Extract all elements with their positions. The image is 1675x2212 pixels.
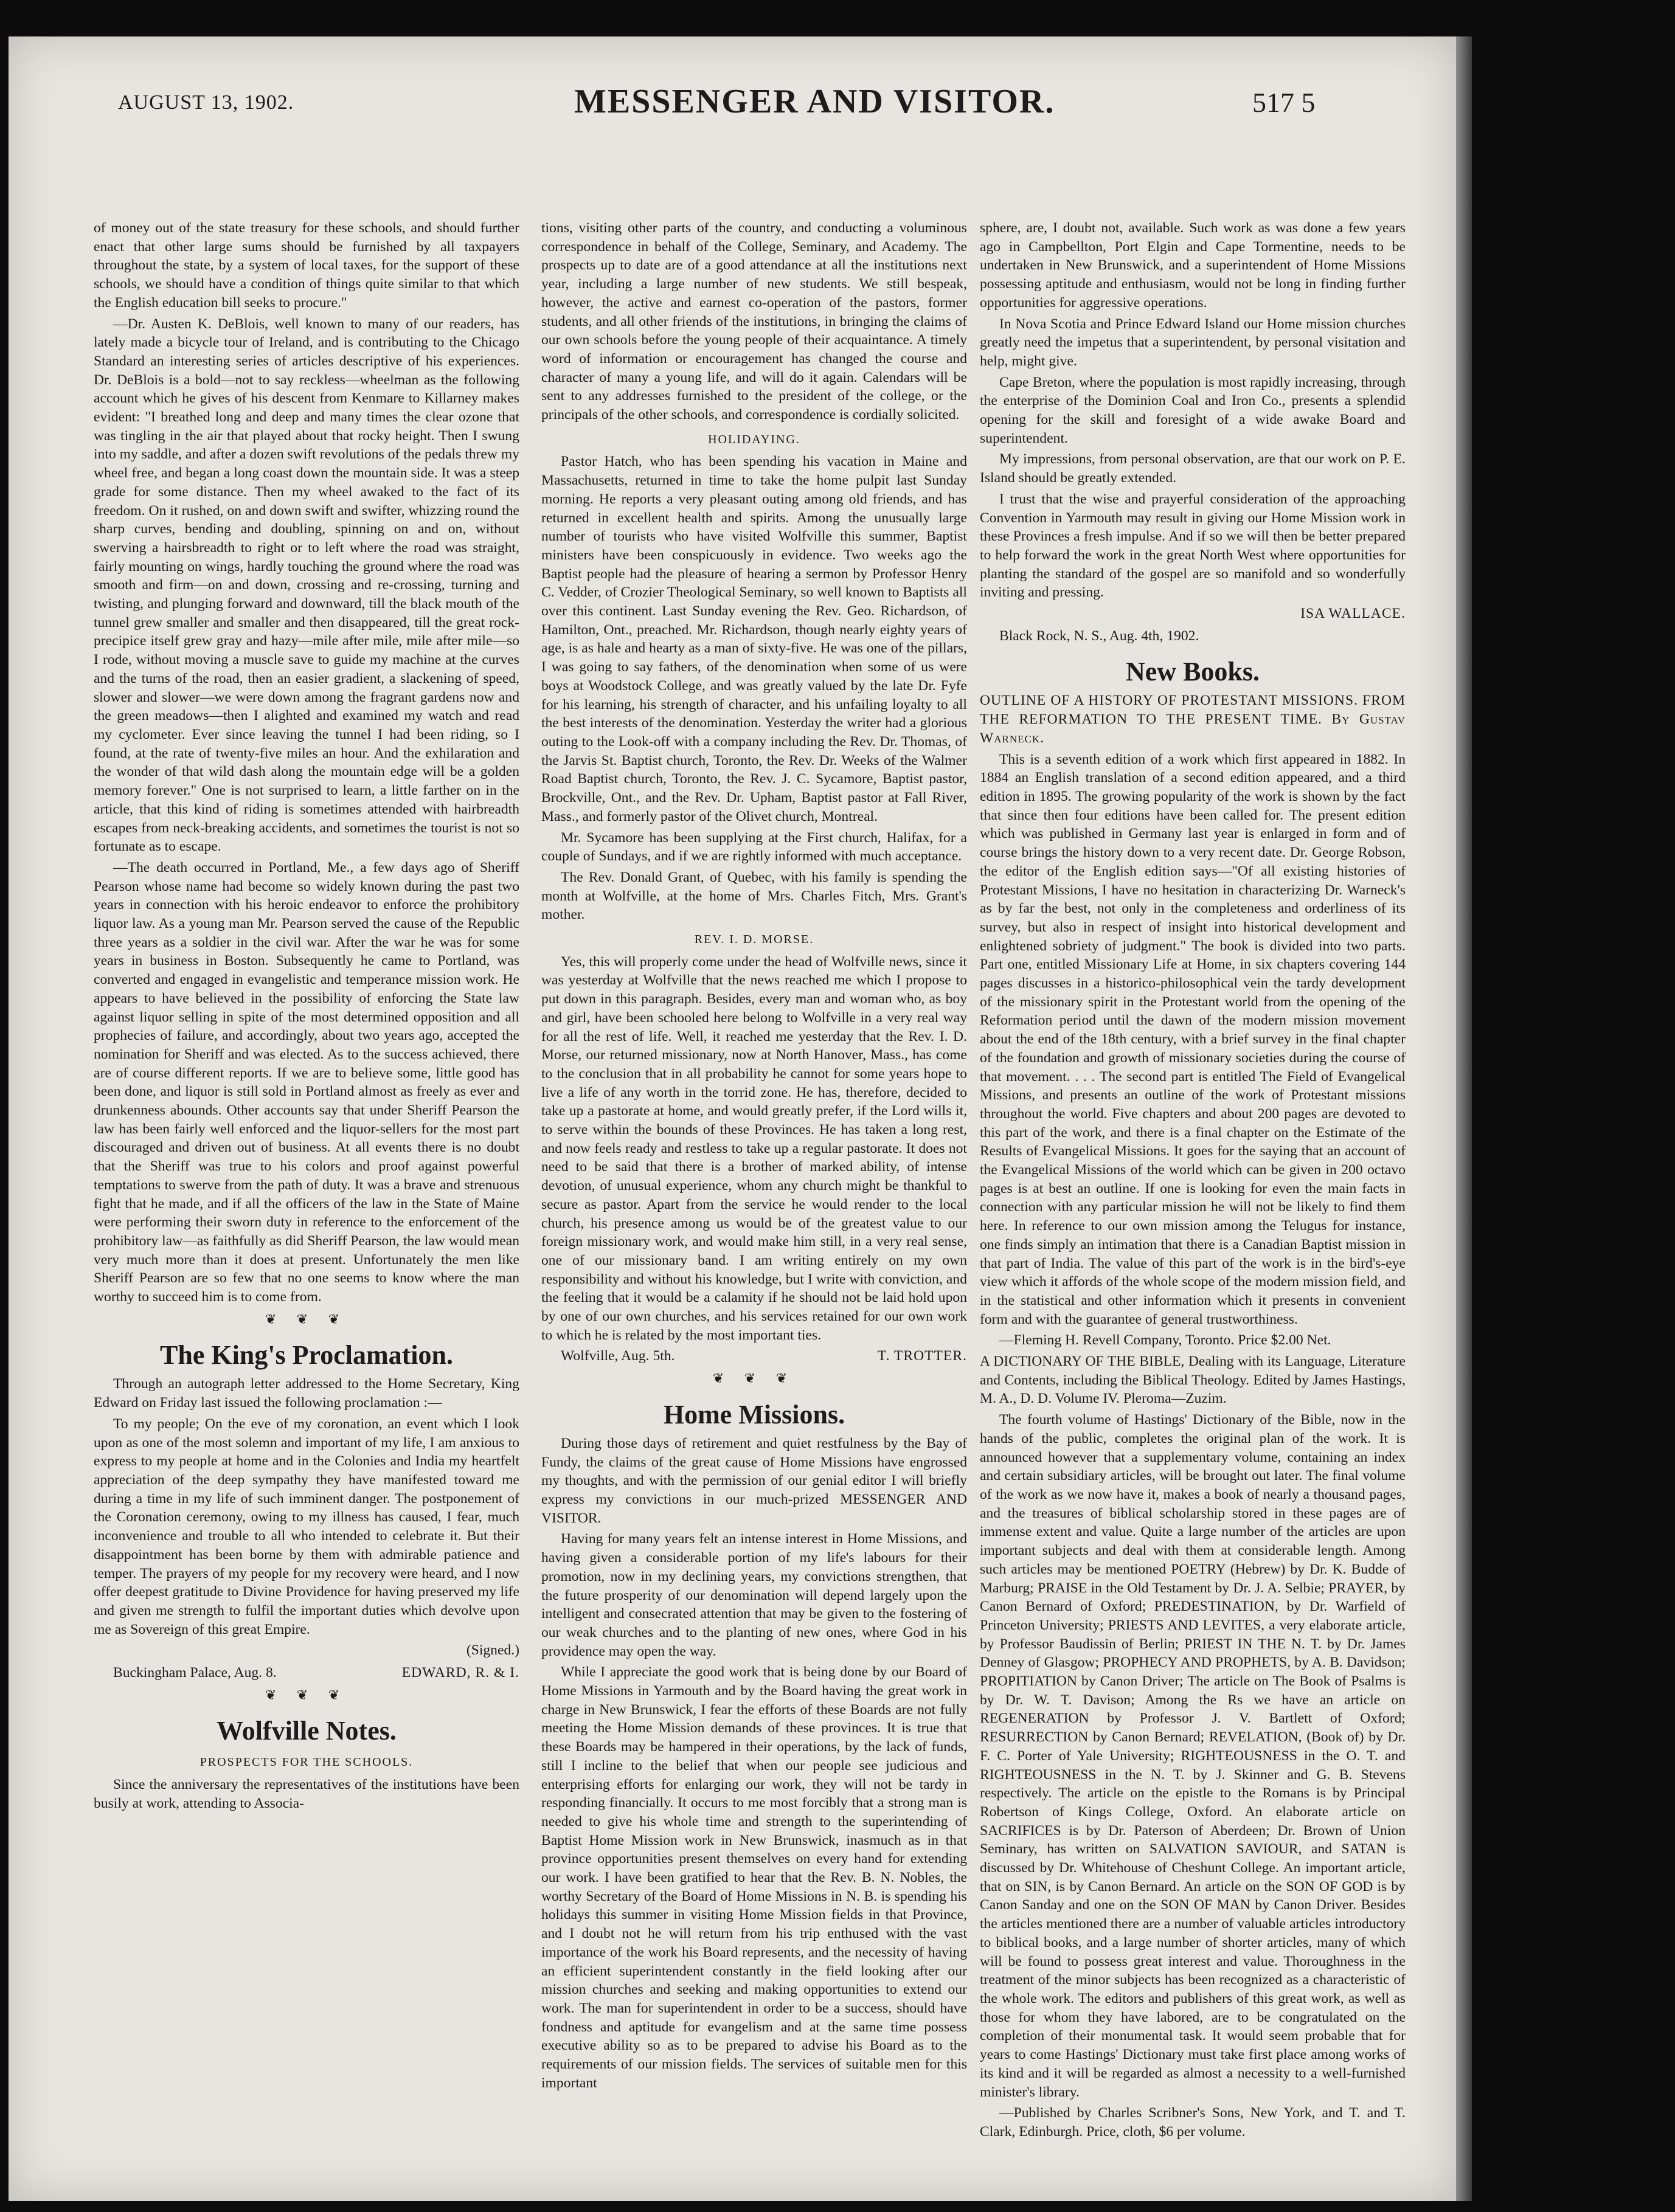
dateline: Black Rock, N. S., Aug. 4th, 1902.: [999, 627, 1199, 644]
signed-note: (Signed.): [466, 1642, 519, 1659]
paragraph: While I appreciate the good work that is being done by our Board of Home Missions in Yarmouth and by the Board having the great work in charge in New Brunswick, I fear the efforts of these Boards are not fully meeting the Home Mission demands of these provinces. It is true that these Boards may be hampered in their operations, by the lack of funds, still I incline to the belief that when our people see judicious and enterprising efforts for enlarging our work, they will not be tardy in responding financially. It occurs to me most forcibly that a strong man is needed to give his whole time and strength to the superintending of Baptist Home Mission work in New Brunswick, inasmuch as in that province opportunities present themselves on every hand for extending our work. I have been gratified to hear that the Rev. B. N. Nobles, the worthy Secretary of the Board of Home Missions in N. B. is spending his holidays this summer in visiting Home Mission fields in that Province, and I doubt not he will return from his trip enthused with the vast importance of the work his Board represents, and the necessity of having an efficient superintendent constantly in the field looking after our mission churches and seeking and making opportunities to extend our work. The man for superintendent in order to be a success, should have fondness and aptitude for evangelism and at the same time possess executive ability so as to be prepared to advise his Board as to the requirements of our mission fields. The services of suitable men for this important: [541, 1664, 967, 2091]
column-3: [980, 219, 1406, 2144]
paragraph: Having for many years felt an intense interest in Home Missions, and having given a considerable portion of my life's labours for their promotion, now in my declining years, my convictions strengthen, that the future prosperity of our denomination will depend largely upon the intelligent and consecrated attention that may be given to the fostering of our weak churches and to the planting of new ones, where God in his providence may open the way.: [541, 1531, 967, 1659]
paragraph: sphere, are, I doubt not, available. Such work as was done a few years ago in Campbellton, Port Elgin and Cape Tormentine, needs to be undertaken in New Brunswick, and a superintendent of Home Missions possessing aptitude and enthusiasm, would not be long in finding further opportunities for aggressive operations.: [980, 220, 1406, 311]
page-number: 517 5: [1252, 87, 1316, 118]
dateline: [541, 1347, 967, 1366]
paragraph: I trust that the wise and prayerful consideration of the approaching Convention in Yarmouth may result in giving our Home Mission work in these Provinces a fresh impulse. And if so we will then be better prepared to help forward the work in the great North West where opportunities for planting the standard of the gospel are so manifold and so wonderfully inviting and pressing.: [980, 491, 1406, 601]
ornament: ❦ ❦ ❦: [265, 1311, 349, 1327]
paragraph: —Dr. Austen K. DeBlois, well known to many of our readers, has lately made a bicycle tour of Ireland, and is contributing to the Chicago Standard an interesting series of articles descriptive of his experiences. Dr. DeBlois is a bold—not to say reckless—wheelman as the following account which he gives of his descent from Kenmare to Killarney makes evident: "I breathed long and deep and many times the clear ozone that was tingling in the air that played about that rocky height. Then I swung into my saddle, and after a dozen swift revolutions of the pedals threw my wheel free, and began a long coast down the mountain side. It was a steep grade for some distance. Then my wheel awaked to the fact of its freedom. On it rushed, on and down swift and swifter, whizzing round the sharp curves, bending and doubling, spinning on and on, without swerving a hairsbreadth to right or to left where the road was straight, fairly mounting on wings, hardly touching the ground where the road was smooth and firm—on and down, crossing and re-crossing, turning and twisting, and plunging forward and downward, till the black mouth of the tunnel grew smaller and smaller and then disappeared, till the great rock-precipice itself grew gray and hazy—mile after mile, mile after mile—so I rode, without moving a muscle save to guide my machine at the curves and the turns of the road, then an easier gradient, a slackening of speed, slower and slower—we were down among the fragrant gardens now and the green meadows—then I alighted and examined my watch and read my cyclometer. Ever since leaving the tunnel I had been riding, so I found, at the rate of twenty-five miles an hour. And the exhilaration and the wonder of that wild dash along the mountain edge will be a golden memory forever." One is not surprised to learn, a little farther on in the article, that this kind of riding is sometimes attended with hairbreadth escapes from neck-breaking accidents, and sometimes the tourist is not so fortunate as to escape.: [94, 316, 519, 855]
headline-home-missions: Home Missions.: [663, 1399, 845, 1429]
subhead-holidaying: HOLIDAYING.: [708, 432, 800, 446]
signature-trotter: T. TROTTER.: [877, 1348, 967, 1364]
book-title-hastings: A DICTIONARY OF THE BIBLE, Dealing with its Language, Literature and Contents, including the Biblical Theology. Edited by James Hastings, M. A., D. D. Volume IV. Pleroma—Zuzim.: [980, 1353, 1406, 1407]
book-title-warneck: OUTLINE OF A HISTORY OF PROTESTANT MISSIONS. FROM THE REFORMATION TO THE PRESENT TIME. By Gustav Warneck.: [980, 693, 1406, 746]
paragraph: of money out of the state treasury for these schools, and should further enact that other large sums should be furnished by all taxpayers throughout the state, by a system of local taxes, for the support of these schools, we should have a condition of things quite similar to that which the English education bill seeks to procure.": [94, 220, 519, 311]
paragraph: The Rev. Donald Grant, of Quebec, with his family is spending the month at Wolfville, at the home of Mrs. Charles Fitch, Mrs. Grant's mother.: [541, 869, 967, 923]
paragraph: Pastor Hatch, who has been spending his vacation in Maine and Massachusetts, returned in time to take the home pulpit last Sunday morning. He reports a very pleasant outing among old friends, and has returned in excellent health and spirits. Among the unusually large number of tourists who have visited Wolfville this summer, Baptist ministers have been conspicuously in evidence. Two weeks ago the Baptist people had the pleasure of hearing a sermon by Professor Henry C. Vedder, of Crozier Theological Seminary, so well known to Baptists all over this continent. Last Sunday evening the Rev. Geo. Richardson, of Hamilton, Ont., preached. Mr. Richardson, though nearly eighty years of age, is as hale and hearty as a man of sixty-five. He was one of the pillars, I was going to say fathers, of the denomination when some of us were boys at Woodstock College, and was greatly valued by the late Dr. Fyfe for his learning, his strength of character, and his unfailing loyalty to all the best interests of the denomination. Yesterday the writer had a glorious outing to the Look-off with a company including the Rev. Dr. Thomas, of the Jarvis St. Baptist church, Toronto, the Rev. Dr. Weeks of the Walmer Road Baptist church, Toronto, the Rev. J. C. Sycamore, Baptist pastor, Brockville, Ont., and the Rev. Dr. Upham, Baptist pastor at Fall River, Mass., and formerly pastor of the Olivet church, Montreal.: [541, 454, 967, 824]
newspaper-page: [9, 36, 1456, 2201]
publisher-line: —Fleming H. Revell Company, Toronto. Price $2.00 Net.: [999, 1332, 1331, 1349]
paragraph: To my people; On the eve of my coronation, an event which I look upon as one of the most solemn and important of my life, I am anxious to express to my people at home and in the Colonies and India my heartfelt appreciation of the deep sympathy they have manifested toward me during a time in my life of such imminent danger. The postponement of the Coronation ceremony, owing to my illness has caused, I fear, much inconvenience and trouble to all who intended to celebrate it. But their disappointment has been borne by them with admirable patience and temper. The prayers of my people for my recovery were heard, and I now offer deepest gratitude to Divine Providence for having preserved my life and given me strength to fulfil the important duties which devolve upon me as Sovereign of this great Empire.: [94, 1415, 519, 1637]
column-1: [94, 219, 519, 1816]
paragraph: My impressions, from personal observation, are that our work on P. E. Island should be greatly extended.: [980, 451, 1406, 486]
paragraph: Since the anniversary the representatives of the institutions have been busily at work, attending to Associa-: [94, 1777, 519, 1811]
column-2: [541, 219, 967, 2095]
ornament: ❦ ❦ ❦: [712, 1370, 796, 1386]
paragraph: Yes, this will properly come under the head of Wolfville news, since it was yesterday at Wolfville that the news reached me which I propose to put down in this paragraph. Besides, every man and woman who, as boy and girl, have been schooled here belong to Wolfville in a very real way for all the rest of life. Well, it reached me yesterday that the Rev. I. D. Morse, our returned missionary, now at North Hanover, Mass., has come to the conclusion that in all probability he cannot for some years hope to live a life of any worth in the torrid zone. He has, therefore, decided to take up a pastorate at home, and would greatly prefer, if the Lord wills it, to serve within the bounds of these Provinces. He has taken a long rest, and now feels ready and restless to take up a regular pastorate. It does not need to be said that there is a brother of marked ability, of intense devotion, of unusual experience, whom any church might be thankful to secure as pastor. Apart from the service he would render to the local church, his presence among us would be of the greatest value to our foreign missionary work, and would make him still, in a very real sense, one of our missionary band. I am writing entirely on my own responsibility and without his knowledge, but I write with conviction, and the feeling that it would be a calamity if he should not be laid hold upon by one of our own churches, and his services retained for our own work to which he is related by the most important ties.: [541, 953, 967, 1343]
dateline-place: Buckingham Palace, Aug. 8.: [113, 1665, 277, 1681]
subhead-prospects: PROSPECTS FOR THE SCHOOLS.: [199, 1755, 414, 1769]
paragraph: Through an autograph letter addressed to the Home Secretary, King Edward on Friday last issued the following proclamation :—: [94, 1376, 519, 1411]
issue-date: AUGUST 13, 1902.: [118, 91, 294, 114]
ornament: ❦ ❦ ❦: [265, 1687, 349, 1702]
page-edge-shadow: [1456, 36, 1472, 2201]
masthead: MESSENGER AND VISITOR.: [574, 83, 1055, 120]
headline-new-books: New Books.: [1125, 657, 1260, 687]
dateline-place: Wolfville, Aug. 5th.: [561, 1348, 675, 1364]
paragraph: During those days of retirement and quiet restfulness by the Bay of Fundy, the claims of the great cause of Home Missions have engrossed my thoughts, and with the permission of our genial editor I will briefly express my convictions in our much-prized MESSENGER AND VISITOR.: [541, 1435, 967, 1526]
paragraph: This is a seventh edition of a work which first appeared in 1882. In 1884 an English translation of a second edition appeared, and a third edition in 1895. The growing popularity of the work is shown by the fact that since then four editions have been called for. The present edition which was published in Germany last year is enlarged in form and of course brings the history down to a very recent date. Dr. George Robson, the editor of the English edition says—"Of all existing histories of Protestant Missions, I have no hesitation in characterizing Dr. Warneck's as by far the best, not only in the completeness and orderliness of its survey, but also in respect of insight into historical development and enlightened sobriety of judgment." The book is divided into two parts. Part one, entitled Missionary Life at Home, in six chapters covering 144 pages discusses in a historico-philosophical vein the tardy development of the missionary spirit in the Protestant world from the opening of the Reformation period until the dawn of the modern mission movement about the end of the 18th century, with a brief survey in the final chapter of the foundation and growth of missionary societies during the course of that movement. . . . The second part is entitled The Field of Evangelical Missions, and presents an outline of the work of Protestant missions throughout the world. Five chapters and about 200 pages are devoted to this part of the work, and there is a final chapter on the Estimate of the Results of Evangelical Missions. It goes for the saying that an account of the Evangelical Missions of the world which can be given in 200 octavo pages is at best an outline. If one is looking for even the main facts in connection with any particular mission he will not be likely to find them here. In reference to our own mission among the Telugus for instance, one finds simply an intimation that there is a Canadian Baptist mission in that part of India. The value of this part of the work is in the bird's-eye view which it affords of the whole scope of the modern mission field, and in the statistical and other information which it presents in convenient form and with the guarantee of general trustworthiness.: [980, 751, 1406, 1327]
paragraph: In Nova Scotia and Prince Edward Island our Home mission churches greatly need the impetus that a superintendent, by personal visitation and help, might give.: [980, 316, 1406, 369]
paragraph: The fourth volume of Hastings' Dictionary of the Bible, now in the hands of the public, completes the original plan of the work. It is announced however that a supplementary volume, containing an index and certain subsidiary articles, will be brought out later. The final volume of the work as we now have it, makes a book of nearly a thousand pages, and the treasures of biblical scholarship stored in these pages are of immense extent and value. Quite a large number of the articles are upon important subjects and deal with them at considerable length. Among such articles may be mentioned POETRY (Hebrew) by Dr. K. Budde of Marburg; PRAISE in the Old Testament by Dr. J. A. Selbie; PRAYER, by Canon Bernard of Oxford; PREDESTINATION, by Dr. Warfield of Princeton University; PRIESTS AND LEVITES, a very elaborate article, by Professor Baudissin of Berlin; PRIEST IN THE N. T. by Dr. James Denney of Glasgow; PROPHECY AND PROPHETS, by A. B. Davidson; PROPITIATION by Canon Driver; The article on The Book of Psalms is by Dr. W. T. Davison; Among the Rs we have an article on REGENERATION by Professor J. V. Bartlett of Oxford; RESURRECTION by Canon Bernard; REVELATION, (Book of) by Dr. F. C. Porter of Yale University; RIGHTEOUSNESS in the O. T. and RIGHTEOUSNESS in the N. T. by J. Skinner and G. B. Stevens respectively. The article on the epistle to the Romans is by Principal Robertson of Kings College, Oxford. An elaborate article on SACRIFICES is by Dr. Paterson of Aberdeen; Dr. Brown of Union Seminary, has written on SALVATION SAVIOUR, and SATAN is discussed by Dr. Whitehouse of Cheshunt College. An important article, that on SIN, is by Canon Bernard. An article on the SON OF GOD is by Canon Sanday and one on the SON OF MAN by Canon Driver. Besides the articles mentioned there are a number of valuable articles introductory to biblical books, and a large number of shorter articles, many of which will be found to possess great interest and value. Thoroughness in the treatment of the minor subjects has been recognized as a characteristic of the whole work. The editors and publishers of this great work, as well as those for whom they have labored, are to be congratulated on the completion of their monumental task. It would seem probable that for years to come Hastings' Dictionary must take first place among works of its kind and it will be regarded as almost a necessity to a well-furnished minister's library.: [980, 1412, 1406, 2100]
paragraph: Mr. Sycamore has been supplying at the First church, Halifax, for a couple of Sundays, and if we are rightly informed with much acceptance.: [541, 829, 967, 865]
paragraph: tions, visiting other parts of the country, and conducting a voluminous correspondence in behalf of the College, Seminary, and Academy. The prospects up to date are of a good attendance at all the institutions next year, including a large number of new students. We still bespeak, however, the active and earnest co-operation of the pastors, former students, and all other friends of the institutions, in bringing the claims of our own schools before the young people of their acquaintance. A timely word of information or encouragement has changed the course and character of many a young life, and will do it again. Calendars will be sent to any addresses furnished to the president of the college, or the principals of the other schools, and correspondence is cordially solicited.: [541, 220, 967, 423]
subhead-rev-morse: REV. I. D. MORSE.: [694, 933, 814, 947]
signature-wallace: ISA WALLACE.: [1300, 606, 1406, 622]
headline-wolfville-notes: Wolfville Notes.: [217, 1716, 397, 1746]
publisher-line: —Published by Charles Scribner's Sons, New York, and T. and T. Clark, Edinburgh. Price, cloth, $6 per volume.: [980, 2105, 1406, 2140]
paragraph: —The death occurred in Portland, Me., a few days ago of Sheriff Pearson whose name had become so widely known during the past two years in connection with his heroic endeavor to enforce the prohibitory liquor law. As a young man Mr. Pearson served the cause of the Republic three years as a soldier in the civil war. After the war he was for some years in business in Boston. Subsequently he came to Portland, was converted and engaged in evangelistic and temperance mission work. He appears to have believed in the possibility of enforcing the State law against liquor selling in spite of the most determined opposition and all prophecies of failure, and accordingly, about two years ago, accepted the nomination for Sheriff and was elected. As to the success achieved, there are of course different reports. If we are to believe some, little good has been done, and liquor is still sold in Portland almost as freely as ever and drunkenness abounds. Other accounts say that under Sheriff Pearson the law has been fairly well enforced and the liquor-sellers for the most part discouraged and driven out of business. At all events there is no doubt that the Sheriff was true to his colors and proof against powerful temptations to swerve from the path of duty. It was a brave and strenuous fight that he made, and if all the officers of the law in the State of Maine were performing their sworn duty in reference to the enforcement of the prohibitory law—as faithfully as did Sheriff Pearson, the law would mean very much more than it does at present. Unfortunately the men like Sheriff Pearson are so few that no one seems to know where the man worthy to succeed him is to come from.: [94, 859, 519, 1305]
headline-kings-proclamation: The King's Proclamation.: [160, 1340, 453, 1370]
signature-edward: EDWARD, R. & I.: [401, 1665, 519, 1681]
paragraph: Cape Breton, where the population is most rapidly increasing, through the enterprise of the Dominion Coal and Iron Co., presents a splendid opening for the skill and foresight of a wide awake Board and superintendent.: [980, 374, 1406, 446]
dateline: [94, 1664, 519, 1682]
